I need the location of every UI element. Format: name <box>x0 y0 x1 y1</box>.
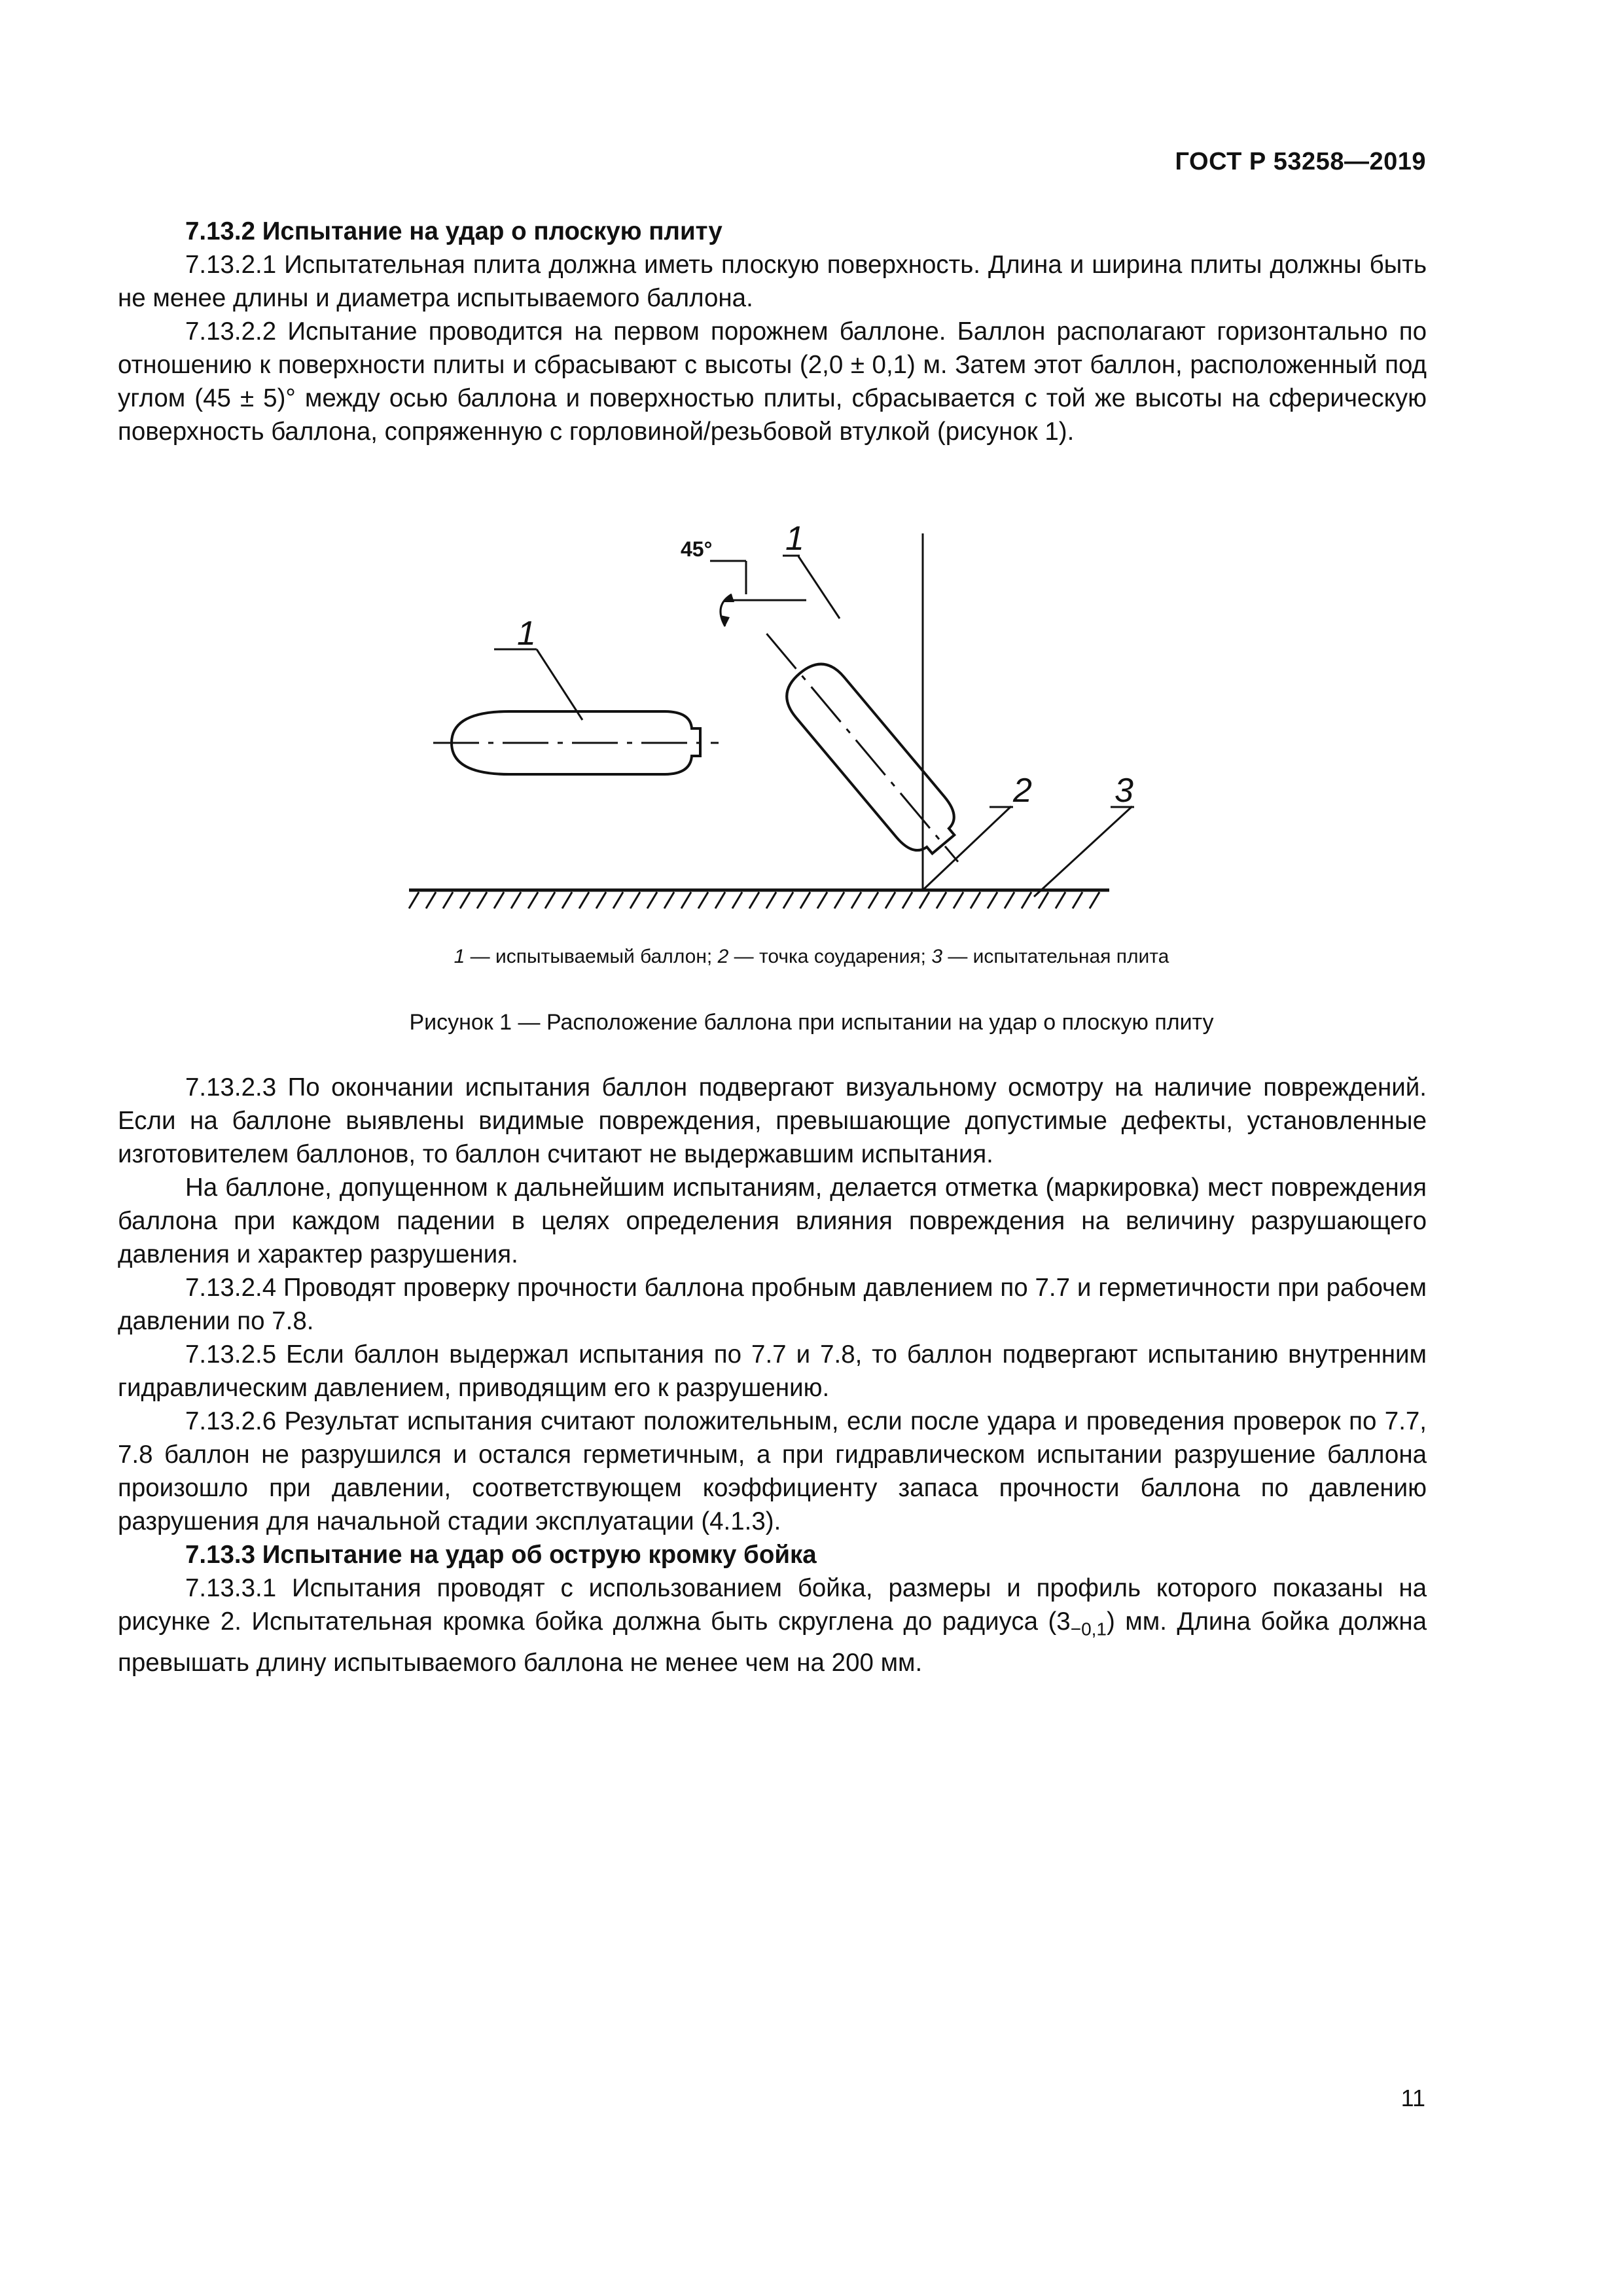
label-3: 3 <box>1115 772 1133 810</box>
tilted-cylinder <box>743 613 982 882</box>
paragraph-7-13-3-1 <box>118 1571 1427 1679</box>
paragraph-7-13-2-1: 7.13.2.1 Испытательная плита должна иметь плоскую поверхность. Длина и ширина плиты должны быть не менее длины и диаметра испытываемого баллона. <box>118 251 1427 312</box>
paragraph-7-13-2-2: 7.13.2.2 Испытание проводится на первом порожнем баллоне. Баллон располагают горизонтально по отношению к поверхности плиты и сбрасывают с высоты (2,0 ± 0,1) м. Затем этот баллон, расположенный под углом (45 ± 5)° между осью баллона и поверхностью плиты, сбрасывается с той же высоты на сферическую поверхность баллона, сопряженную с горловиной/резьбовой втулкой (рисунок 1). <box>118 317 1427 446</box>
label-1-tilted: 1 <box>785 520 804 558</box>
legend-number-3: 3 <box>931 946 942 967</box>
figure-1-diagram <box>0 497 1623 942</box>
section-heading: 7.13.2 Испытание на удар о плоскую плиту <box>185 217 722 245</box>
section-heading-7-13-3: 7.13.3 Испытание на удар об острую кромку бойка <box>185 1541 817 1569</box>
test-plate-hatching <box>409 892 1099 908</box>
label-2: 2 <box>1013 772 1032 810</box>
document-header: ГОСТ Р 53258—2019 <box>1175 148 1426 175</box>
paragraph-7-13-2-4: 7.13.2.4 Проводят проверку прочности баллона пробным давлением по 7.7 и герметичности при рабочем давлении по 7.8. <box>118 1274 1427 1335</box>
angle-label: 45° <box>681 537 713 561</box>
paragraph-marking: На баллоне, допущенном к дальнейшим испытаниям, делается отметка (маркировка) мест повреждения баллона при каждом падении в целях определения влияния повреждения на величину разрушающего давления и характер разрушения. <box>118 1174 1427 1268</box>
paragraph-7-13-3-1-part-b: ) мм. Длина бойка должна превышать длину испытываемого баллона не менее чем на 200 мм. <box>118 1607 1427 1677</box>
radius-tolerance-subscript: −0,1 <box>1070 1619 1107 1640</box>
paragraph-7-13-2-5: 7.13.2.5 Если баллон выдержал испытания по 7.7 и 7.8, то баллон подвергают испытанию внутренним гидравлическим давлением, приводящим его к разрушению. <box>118 1340 1427 1402</box>
section-7-13-2 <box>118 215 1427 448</box>
section-continuation <box>118 1071 1427 1679</box>
figure-caption: Рисунок 1 — Расположение баллона при испытании на удар о плоскую плиту <box>409 1010 1214 1035</box>
legend-text-2: — точка соударения; <box>728 946 932 967</box>
paragraph-7-13-2-6: 7.13.2.6 Результат испытания считают положительным, если после удара и проведения проверок по 7.7, 7.8 баллон не разрушился и остался герметичным, а при гидравлическом испытании разрушение баллона произошло при давлении, соответствующем коэффициенту запаса прочности баллона по давлению разрушения для начальной стадии эксплуатации (4.1.3). <box>118 1407 1427 1535</box>
legend-text-3: — испытательная плита <box>942 946 1169 967</box>
legend-text-1: — испытываемый баллон; <box>465 946 718 967</box>
paragraph-7-13-3-1-part-a: 7.13.3.1 Испытания проводят с использованием бойка, размеры и профиль которого показаны на рисунке 2. Испытательная кромка бойка должна быть скруглена до радиуса (3 <box>118 1574 1427 1636</box>
page-number: 11 <box>1400 2085 1425 2111</box>
label-1-horizontal: 1 <box>517 615 536 653</box>
paragraph-7-13-2-3: 7.13.2.3 По окончании испытания баллон подвергают визуальному осмотру на наличие повреждений. Если на баллоне выявлены видимые повреждения, превышающие допустимые дефекты, установленные изготовителем баллонов, то баллон считают не выдержавшим испытания. <box>118 1073 1427 1168</box>
figure-legend <box>0 946 1623 968</box>
legend-number-2: 2 <box>717 946 729 967</box>
legend-number-1: 1 <box>454 946 465 967</box>
